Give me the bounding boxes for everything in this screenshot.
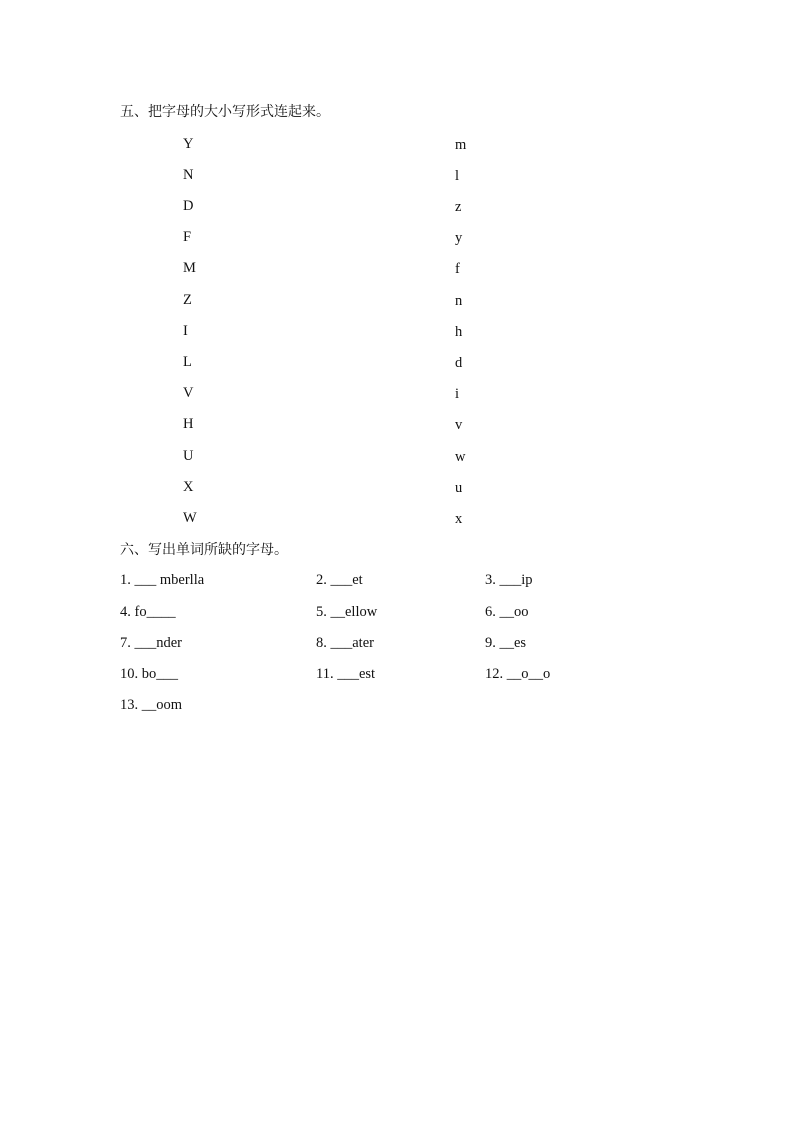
lowercase-letter: x	[455, 511, 463, 527]
lowercase-letter: z	[455, 199, 462, 215]
lowercase-letter: v	[455, 417, 463, 433]
fill-in-item: 2. ___et	[316, 572, 363, 588]
fill-in-item: 11. ___est	[316, 666, 376, 682]
uppercase-letter: M	[183, 260, 196, 276]
fill-in-item: 8. ___ater	[316, 635, 374, 651]
lowercase-letter: f	[455, 261, 460, 277]
fill-in-item: 1. ___ mberlla	[120, 572, 205, 588]
lowercase-letter: m	[455, 137, 467, 153]
fill-in-item: 9. __es	[485, 635, 527, 651]
uppercase-letter: Z	[183, 292, 192, 308]
section-5-heading: 五、把字母的大小写形式连起来。	[120, 104, 330, 120]
lowercase-letter: w	[455, 449, 466, 465]
fill-in-item: 10. bo___	[120, 666, 178, 682]
lowercase-letter: n	[455, 293, 463, 309]
uppercase-letter: Y	[183, 136, 194, 152]
lowercase-letter: h	[455, 324, 463, 340]
uppercase-letter: U	[183, 448, 194, 464]
uppercase-letter: N	[183, 167, 194, 183]
uppercase-letter: L	[183, 354, 192, 370]
fill-in-item: 12. __o__o	[485, 666, 551, 682]
fill-in-item: 5. __ellow	[316, 604, 378, 620]
lowercase-letter: y	[455, 230, 463, 246]
lowercase-letter: d	[455, 355, 463, 371]
fill-in-item: 6. __oo	[485, 604, 529, 620]
lowercase-letter: l	[455, 168, 460, 184]
fill-in-item: 4. fo____	[120, 604, 176, 620]
uppercase-letter: V	[183, 385, 194, 401]
fill-in-item: 7. ___nder	[120, 635, 183, 651]
uppercase-letter: F	[183, 229, 192, 245]
uppercase-letter: I	[183, 323, 188, 339]
fill-in-item: 3. ___ip	[485, 572, 533, 588]
uppercase-letter: X	[183, 479, 194, 495]
uppercase-letter: D	[183, 198, 194, 214]
lowercase-letter: u	[455, 480, 463, 496]
lowercase-letter: i	[455, 386, 460, 402]
section-6-heading: 六、写出单词所缺的字母。	[120, 542, 288, 558]
fill-in-item: 13. __oom	[120, 697, 183, 713]
uppercase-letter: H	[183, 416, 194, 432]
uppercase-letter: W	[183, 510, 197, 526]
